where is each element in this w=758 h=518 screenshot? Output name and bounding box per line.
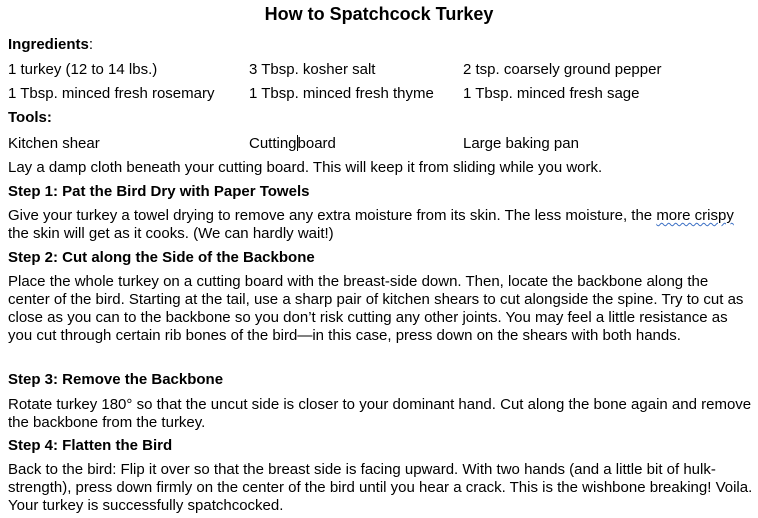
step-1-text: Give your turkey a towel drying to remove any extra moisture from its skin. The less moisture, the bbox=[8, 207, 657, 224]
ingredient-item: 2 tsp. coarsely ground pepper bbox=[463, 61, 662, 78]
ingredient-item: 1 Tbsp. minced fresh thyme bbox=[249, 85, 434, 102]
ingredient-item: 1 Tbsp. minced fresh sage bbox=[463, 85, 640, 102]
step-1-text: the skin will get as it cooks. (We can hardly wait!) bbox=[8, 225, 334, 242]
ingredients-heading bbox=[8, 36, 93, 54]
tool-item: Large baking pan bbox=[463, 135, 579, 152]
tool-item[interactable] bbox=[249, 135, 336, 153]
ingredient-item: 1 Tbsp. minced fresh rosemary bbox=[8, 85, 215, 102]
ingredients-colon: : bbox=[88, 36, 94, 53]
ingredient-item: 3 Tbsp. kosher salt bbox=[249, 61, 376, 78]
tip-paragraph: Lay a damp cloth beneath your cutting board. This will keep it from sliding while you work. bbox=[8, 159, 603, 176]
step-3-heading: Step 3: Remove the Backbone bbox=[8, 371, 224, 388]
step-1-heading: Step 1: Pat the Bird Dry with Paper Towels bbox=[8, 183, 310, 200]
tool-item-part: Cutting bbox=[249, 135, 297, 152]
tool-item: Kitchen shear bbox=[8, 135, 100, 152]
tools-heading: Tools: bbox=[8, 109, 52, 126]
spelling-flag[interactable]: more crispy bbox=[656, 207, 734, 224]
ingredient-item: 1 turkey (12 to 14 lbs.) bbox=[8, 61, 158, 78]
step-3-paragraph: Rotate turkey 180° so that the uncut side is closer to your dominant hand. Cut along the bone again and remove the backbone from the turkey. bbox=[8, 396, 752, 431]
step-1-paragraph bbox=[8, 207, 753, 243]
step-4-heading: Step 4: Flatten the Bird bbox=[8, 437, 173, 454]
document-title: How to Spatchcock Turkey bbox=[264, 4, 494, 24]
step-2-paragraph: Place the whole turkey on a cutting board with the breast-side down. Then, locate the backbone along the center of the bird. Starting at the tail, use a sharp pair of kitchen shears to cut alongside the spine. Try to cut as close as you can to the backbone so you don’t risk cutting any other joints. You may feel a little resistance as you cut through certain rib bones of the bird—in this case, press down on the shears with both hands. bbox=[8, 273, 744, 344]
step-4-paragraph: Back to the bird: Flip it over so that the breast side is facing upward. With two hands (and a little bit of hulk-strength), press down firmly on the center of the bird until you hear a crack. This is the wishbone breaking! Voila. Your turkey is successfully spatchcocked. bbox=[8, 461, 753, 514]
tool-item-part: board bbox=[297, 135, 336, 152]
step-2-heading: Step 2: Cut along the Side of the Backbone bbox=[8, 249, 315, 266]
ingredients-heading-label: Ingredients bbox=[8, 36, 89, 53]
